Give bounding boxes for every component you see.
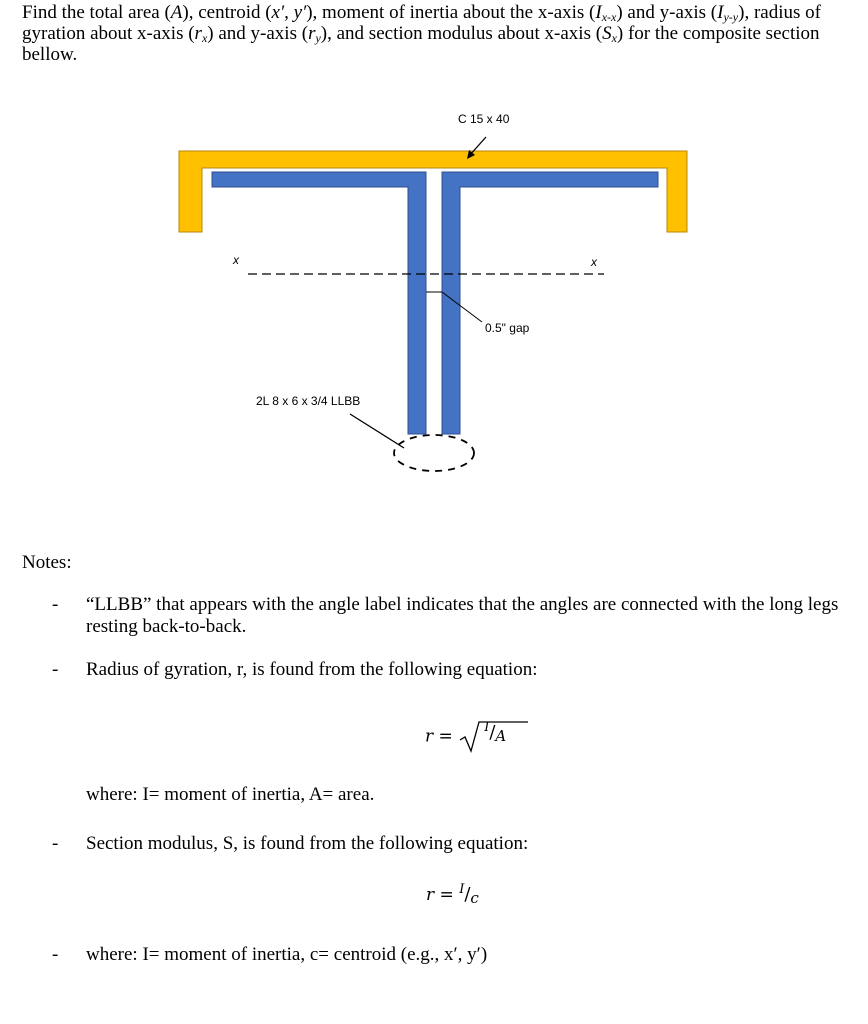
sqrt-symbol — [458, 720, 530, 754]
sqrt-content — [484, 722, 506, 743]
bullet-3: - — [52, 833, 59, 854]
bullet-1: - — [52, 594, 59, 615]
modulus-formula-slash: / — [464, 884, 471, 905]
modulus-formula-denominator: c — [470, 889, 479, 907]
gap-label: 0.5" gap — [485, 321, 530, 335]
problem-text-7: ), and section modulus about x-axis ( — [320, 23, 603, 44]
modulus-where: where: I= moment of inertia, c= centroid (e.g., x′, y′) — [86, 944, 488, 965]
x-axis-label-left: x — [233, 253, 239, 267]
channel-shape — [179, 151, 687, 232]
formula-equals: = — [438, 726, 453, 747]
radius-where: where: I= moment of inertia, A= area. — [86, 784, 375, 805]
problem-text-5: ), radius of gyration about x-axis ( — [22, 2, 821, 44]
iy-subscript: y-y — [723, 10, 739, 24]
angle-leader-line — [350, 414, 404, 448]
rx-symbol: r — [194, 23, 202, 44]
modulus-note: Section modulus, S, is found from the following equation: — [86, 833, 529, 854]
formula-denominator: A — [495, 727, 507, 745]
x-axis-label-right: x — [591, 255, 597, 269]
bullet-2: - — [52, 659, 59, 680]
ix-symbol: I — [595, 2, 602, 23]
radius-formula — [425, 720, 530, 754]
iy-symbol: I — [717, 2, 724, 23]
right-angle-shape — [442, 172, 658, 434]
problem-text-3: ), moment of inertia about the x-axis ( — [306, 2, 596, 23]
ix-subscript: x-x — [601, 10, 617, 24]
formula-lhs: r — [425, 726, 434, 747]
sx-subscript: x — [611, 31, 617, 45]
problem-text-2: ), centroid ( — [182, 2, 272, 23]
modulus-formula — [426, 884, 479, 905]
modulus-formula-lhs: r — [426, 885, 435, 905]
centroid-symbol: x′, y′ — [271, 2, 307, 23]
problem-text-1: Find the total area ( — [22, 2, 171, 23]
formula-numerator: I — [484, 720, 490, 735]
radius-note: Radius of gyration, r, is found from the following equation: — [86, 659, 538, 680]
ry-symbol: r — [308, 23, 316, 44]
modulus-formula-numerator: I — [459, 882, 465, 897]
problem-text-6: ) and y-axis ( — [207, 23, 309, 44]
rx-subscript: x — [201, 31, 208, 45]
angle-label: 2L 8 x 6 x 3/4 LLBB — [256, 394, 361, 408]
ry-subscript: y — [315, 31, 321, 45]
channel-label: C 15 x 40 — [458, 112, 510, 126]
area-symbol: A — [170, 2, 183, 23]
bullet-4: - — [52, 944, 59, 965]
sx-symbol: S — [602, 23, 612, 44]
modulus-formula-equals: = — [439, 885, 454, 905]
formula-slash: / — [489, 722, 496, 743]
problem-text-8: ) for the composite section bellow. — [22, 23, 820, 65]
llbb-note: “LLBB” that appears with the angle label indicates that the angles are connected with the long legs resting back-to-back. — [86, 594, 839, 637]
problem-text-4: ) and y-axis ( — [616, 2, 718, 23]
notes-heading: Notes: — [22, 552, 72, 573]
detail-circle — [394, 435, 474, 471]
